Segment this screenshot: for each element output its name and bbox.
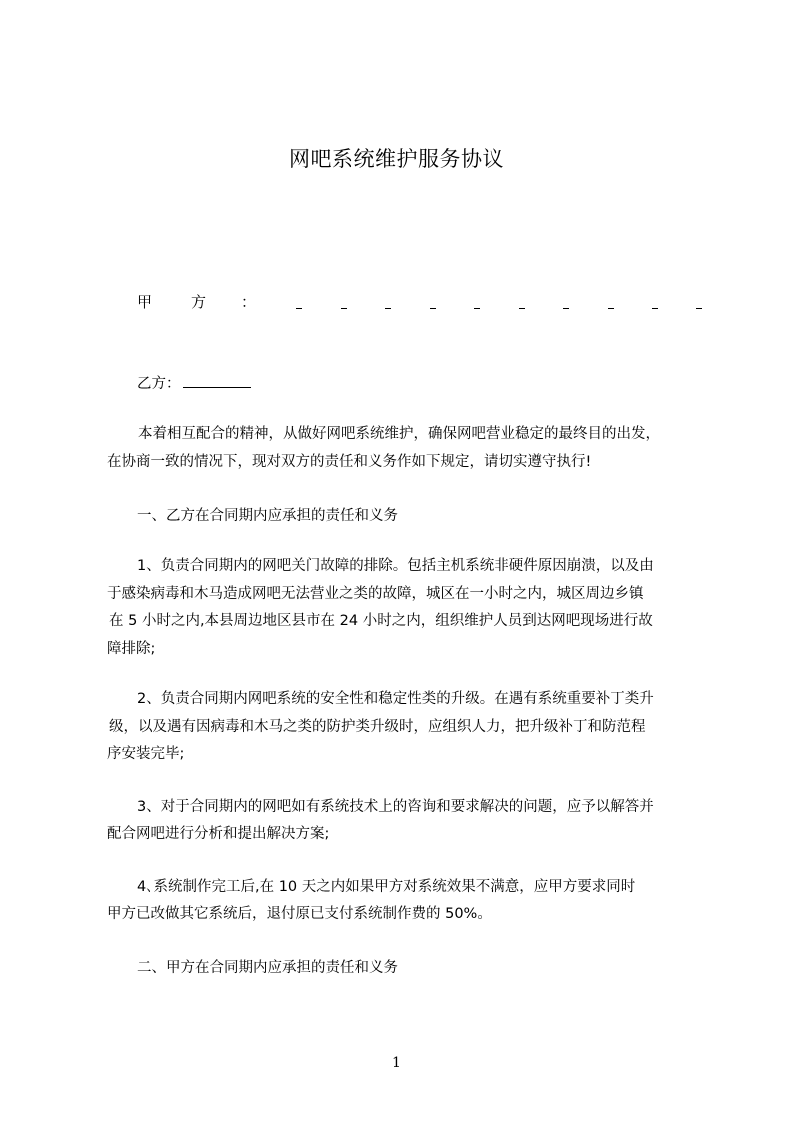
party-a-blank-segment: [430, 308, 436, 309]
party-a-blank-segment: [608, 308, 614, 309]
party-a-blank-segment: [341, 308, 347, 309]
item-2-line: 2、负责合同期内网吧系统的安全性和稳定性类的升级。在遇有系统重要补丁类升: [137, 691, 654, 707]
party-a-label-char-1: 甲: [137, 293, 153, 311]
party-a-blank-segment: [474, 308, 480, 309]
item-3-line: 3、对于合同期内的网吧如有系统技术上的咨询和要求解决的问题，应予以解答并: [137, 799, 654, 815]
item-1-line: 1、负责合同期内的网吧关门故障的排除。包括主机系统非硬件原因崩溃，以及由: [137, 558, 654, 574]
section-1-heading: 一、乙方在合同期内应承担的责任和义务: [137, 508, 398, 524]
party-b-blank-line: [183, 373, 251, 388]
item-3-line: 配合网吧进行分析和提出解决方案;: [107, 826, 330, 842]
page-number: 1: [392, 1055, 401, 1071]
party-a-label-char-2: 方: [191, 293, 207, 311]
item-1-line: 于感染病毒和木马造成网吧无法营业之类的故障，城区在一小时之内，城区周边乡镇: [107, 586, 644, 602]
party-a-blank-segment: [696, 308, 702, 309]
party-b-label: 乙方：: [137, 376, 181, 392]
party-a-blank-segment: [385, 308, 391, 309]
intro-line: 在协商一致的情况下，现对双方的责任和义务作如下规定，请切实遵守执行!: [107, 454, 592, 470]
party-a-blank-segment: [519, 308, 525, 309]
item-2-line: 级，以及遇有因病毒和木马之类的防护类升级时，应组织人力，把升级补丁和防范程: [109, 719, 646, 735]
item-4-line: 甲方已改做其它系统后，退付原已支付系统制作费的 50%。: [107, 906, 492, 922]
party-a-row: [137, 291, 707, 313]
item-4-line: 4､系统制作完工后,在 10 天之内如果甲方对系统效果不满意，应甲方要求同时: [137, 879, 636, 895]
item-1-line: 在 5 小时之内,本县周边地区县市在 24 小时之内，组织维护人员到达网吧现场进行故: [109, 613, 653, 629]
item-2-line: 序安装完毕;: [107, 746, 185, 762]
intro-line: 本着相互配合的精神，从做好网吧系统维护，确保网吧营业稳定的最终目的出发，: [138, 426, 660, 442]
party-a-blank-segment: [296, 308, 302, 309]
party-b-row: [137, 372, 251, 393]
party-a-colon: ：: [241, 293, 257, 311]
section-2-heading: 二、甲方在合同期内应承担的责任和义务: [137, 960, 398, 976]
party-a-blank-segment: [652, 308, 658, 309]
item-1-line: 障排除;: [107, 641, 156, 657]
document-title: 网吧系统维护服务协议: [289, 147, 504, 171]
party-a-blank-segment: [563, 308, 569, 309]
